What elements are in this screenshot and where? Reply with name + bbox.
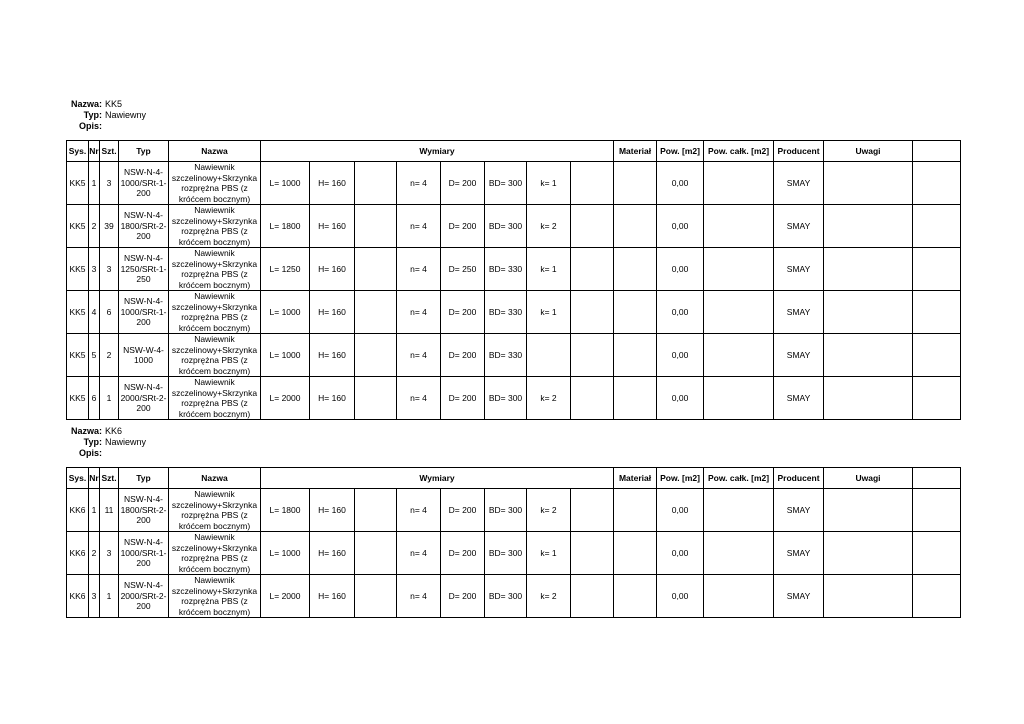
header-producer: Producent xyxy=(774,468,824,489)
cell-nr: 4 xyxy=(89,291,100,334)
desc-label: Opis: xyxy=(78,448,102,458)
header-empty xyxy=(913,468,961,489)
cell-name: Nawiewnik szczelinowy+Skrzynka rozprężna PBS (z króćcem bocznym) xyxy=(169,575,261,618)
cell-name: Nawiewnik szczelinowy+Skrzynka rozprężna PBS (z króćcem bocznym) xyxy=(169,377,261,420)
cell-dim-n: n= 4 xyxy=(397,532,441,575)
type-label: Typ: xyxy=(83,110,102,120)
cell-type: NSW-N-4-1800/SRt-2-200 xyxy=(119,489,169,532)
cell-sys: KK6 xyxy=(67,575,89,618)
table-row xyxy=(67,377,961,420)
cell-area: 0,00 xyxy=(657,248,704,291)
table-row xyxy=(67,248,961,291)
cell-dim-l: L= 1800 xyxy=(261,489,310,532)
cell-dim-empty xyxy=(355,248,397,291)
cell-area: 0,00 xyxy=(657,291,704,334)
header-dims: Wymiary xyxy=(261,468,614,489)
cell-dim-k: k= 1 xyxy=(527,532,571,575)
table-row xyxy=(67,489,961,532)
cell-type: NSW-N-4-1000/SRt-1-200 xyxy=(119,291,169,334)
cell-nr: 2 xyxy=(89,532,100,575)
cell-type: NSW-N-4-1800/SRt-2-200 xyxy=(119,205,169,248)
cell-area: 0,00 xyxy=(657,205,704,248)
cell-dim-empty xyxy=(571,205,614,248)
cell-dim-bd: BD= 300 xyxy=(485,205,527,248)
cell-dim-h: H= 160 xyxy=(310,334,355,377)
cell-dim-n: n= 4 xyxy=(397,489,441,532)
cell-dim-n: n= 4 xyxy=(397,334,441,377)
cell-dim-l: L= 1000 xyxy=(261,162,310,205)
section-name: KK6 xyxy=(105,426,123,436)
cell-dim-l: L= 1800 xyxy=(261,205,310,248)
cell-dim-l: L= 1000 xyxy=(261,334,310,377)
cell-dim-empty xyxy=(571,248,614,291)
cell-dim-empty xyxy=(571,334,614,377)
cell-nr: 6 xyxy=(89,377,100,420)
cell-notes xyxy=(824,334,913,377)
cell-notes xyxy=(824,377,913,420)
cell-notes xyxy=(824,489,913,532)
cell-name: Nawiewnik szczelinowy+Skrzynka rozprężna PBS (z króćcem bocznym) xyxy=(169,205,261,248)
cell-producer: SMAY xyxy=(774,248,824,291)
cell-empty xyxy=(913,248,961,291)
cell-qty: 3 xyxy=(100,248,119,291)
cell-dim-bd: BD= 300 xyxy=(485,575,527,618)
table-header-row xyxy=(67,141,961,162)
cell-dim-h: H= 160 xyxy=(310,205,355,248)
cell-dim-k: k= 1 xyxy=(527,291,571,334)
cell-total-area xyxy=(704,377,774,420)
section-meta-kk6 xyxy=(58,426,146,459)
cell-total-area xyxy=(704,575,774,618)
cell-dim-d: D= 200 xyxy=(441,532,485,575)
cell-dim-empty xyxy=(355,291,397,334)
header-nr: Nr xyxy=(89,468,100,489)
cell-dim-l: L= 2000 xyxy=(261,377,310,420)
cell-dim-h: H= 160 xyxy=(310,575,355,618)
cell-dim-h: H= 160 xyxy=(310,532,355,575)
cell-dim-k: k= 2 xyxy=(527,575,571,618)
cell-dim-empty xyxy=(571,162,614,205)
cell-producer: SMAY xyxy=(774,205,824,248)
cell-dim-h: H= 160 xyxy=(310,377,355,420)
cell-producer: SMAY xyxy=(774,532,824,575)
table-body-kk5 xyxy=(67,141,961,420)
cell-dim-l: L= 1000 xyxy=(261,291,310,334)
section-type: Nawiewny xyxy=(105,437,147,447)
header-area: Pow. [m2] xyxy=(657,141,704,162)
cell-dim-l: L= 1250 xyxy=(261,248,310,291)
cell-nr: 1 xyxy=(89,162,100,205)
cell-dim-empty xyxy=(571,575,614,618)
cell-dim-bd: BD= 330 xyxy=(485,334,527,377)
cell-total-area xyxy=(704,162,774,205)
table-row xyxy=(67,334,961,377)
cell-material xyxy=(614,248,657,291)
cell-dim-d: D= 200 xyxy=(441,162,485,205)
cell-name: Nawiewnik szczelinowy+Skrzynka rozprężna PBS (z króćcem bocznym) xyxy=(169,334,261,377)
cell-producer: SMAY xyxy=(774,334,824,377)
cell-dim-d: D= 200 xyxy=(441,291,485,334)
cell-notes xyxy=(824,532,913,575)
cell-sys: KK5 xyxy=(67,162,89,205)
cell-dim-empty xyxy=(355,532,397,575)
cell-dim-d: D= 200 xyxy=(441,334,485,377)
cell-type: NSW-N-4-2000/SRt-2-200 xyxy=(119,575,169,618)
table-body-kk6 xyxy=(67,468,961,618)
cell-dim-empty xyxy=(355,334,397,377)
section-type: Nawiewny xyxy=(105,110,147,120)
cell-dim-n: n= 4 xyxy=(397,162,441,205)
table-row xyxy=(67,291,961,334)
cell-type: NSW-N-4-1000/SRt-1-200 xyxy=(119,532,169,575)
spec-table-kk5 xyxy=(66,140,961,420)
header-area: Pow. [m2] xyxy=(657,468,704,489)
header-material: Materiał xyxy=(614,141,657,162)
cell-empty xyxy=(913,532,961,575)
cell-area: 0,00 xyxy=(657,575,704,618)
table-header-row xyxy=(67,468,961,489)
cell-material xyxy=(614,532,657,575)
header-name: Nazwa xyxy=(169,141,261,162)
cell-dim-bd: BD= 300 xyxy=(485,162,527,205)
cell-nr: 3 xyxy=(89,248,100,291)
cell-name: Nawiewnik szczelinowy+Skrzynka rozprężna PBS (z króćcem bocznym) xyxy=(169,162,261,205)
section-meta-kk5 xyxy=(58,99,146,132)
cell-sys: KK6 xyxy=(67,532,89,575)
header-qty: Szt. xyxy=(100,468,119,489)
cell-name: Nawiewnik szczelinowy+Skrzynka rozprężna PBS (z króćcem bocznym) xyxy=(169,291,261,334)
cell-sys: KK5 xyxy=(67,377,89,420)
cell-area: 0,00 xyxy=(657,532,704,575)
cell-total-area xyxy=(704,334,774,377)
header-notes: Uwagi xyxy=(824,141,913,162)
cell-dim-d: D= 200 xyxy=(441,377,485,420)
spec-table-kk6 xyxy=(66,467,961,618)
cell-qty: 1 xyxy=(100,377,119,420)
cell-material xyxy=(614,489,657,532)
cell-dim-h: H= 160 xyxy=(310,489,355,532)
cell-total-area xyxy=(704,205,774,248)
cell-total-area xyxy=(704,489,774,532)
cell-dim-bd: BD= 300 xyxy=(485,377,527,420)
cell-empty xyxy=(913,489,961,532)
header-material: Materiał xyxy=(614,468,657,489)
cell-empty xyxy=(913,334,961,377)
cell-total-area xyxy=(704,248,774,291)
cell-dim-n: n= 4 xyxy=(397,377,441,420)
cell-material xyxy=(614,162,657,205)
cell-dim-empty xyxy=(571,291,614,334)
cell-dim-empty xyxy=(355,377,397,420)
cell-dim-k: k= 1 xyxy=(527,162,571,205)
cell-type: NSW-W-4-1000 xyxy=(119,334,169,377)
cell-sys: KK5 xyxy=(67,291,89,334)
cell-qty: 3 xyxy=(100,532,119,575)
cell-empty xyxy=(913,162,961,205)
cell-notes xyxy=(824,205,913,248)
cell-dim-bd: BD= 330 xyxy=(485,248,527,291)
header-total-area: Pow. całk. [m2] xyxy=(704,468,774,489)
cell-dim-d: D= 200 xyxy=(441,205,485,248)
cell-sys: KK5 xyxy=(67,334,89,377)
cell-dim-empty xyxy=(355,205,397,248)
cell-material xyxy=(614,291,657,334)
cell-type: NSW-N-4-1000/SRt-1-200 xyxy=(119,162,169,205)
cell-dim-d: D= 200 xyxy=(441,489,485,532)
header-sys: Sys. xyxy=(67,468,89,489)
name-label: Nazwa: xyxy=(70,426,102,436)
cell-dim-n: n= 4 xyxy=(397,291,441,334)
cell-area: 0,00 xyxy=(657,334,704,377)
cell-notes xyxy=(824,162,913,205)
cell-name: Nawiewnik szczelinowy+Skrzynka rozprężna PBS (z króćcem bocznym) xyxy=(169,532,261,575)
cell-dim-bd: BD= 300 xyxy=(485,532,527,575)
table-row xyxy=(67,205,961,248)
cell-dim-empty xyxy=(571,489,614,532)
cell-empty xyxy=(913,377,961,420)
header-total-area: Pow. całk. [m2] xyxy=(704,141,774,162)
cell-dim-n: n= 4 xyxy=(397,205,441,248)
cell-qty: 39 xyxy=(100,205,119,248)
table-row xyxy=(67,575,961,618)
cell-sys: KK6 xyxy=(67,489,89,532)
cell-dim-l: L= 2000 xyxy=(261,575,310,618)
cell-dim-n: n= 4 xyxy=(397,575,441,618)
cell-dim-empty xyxy=(355,162,397,205)
cell-material xyxy=(614,334,657,377)
desc-label: Opis: xyxy=(78,121,102,131)
cell-notes xyxy=(824,291,913,334)
header-qty: Szt. xyxy=(100,141,119,162)
cell-area: 0,00 xyxy=(657,162,704,205)
cell-producer: SMAY xyxy=(774,377,824,420)
cell-name: Nawiewnik szczelinowy+Skrzynka rozprężna PBS (z króćcem bocznym) xyxy=(169,489,261,532)
cell-empty xyxy=(913,575,961,618)
cell-material xyxy=(614,575,657,618)
cell-dim-k: k= 1 xyxy=(527,248,571,291)
cell-dim-k: k= 2 xyxy=(527,205,571,248)
header-sys: Sys. xyxy=(67,141,89,162)
cell-producer: SMAY xyxy=(774,291,824,334)
section-name: KK5 xyxy=(105,99,123,109)
cell-material xyxy=(614,377,657,420)
cell-dim-bd: BD= 330 xyxy=(485,291,527,334)
header-type: Typ xyxy=(119,141,169,162)
cell-notes xyxy=(824,575,913,618)
cell-total-area xyxy=(704,532,774,575)
header-name: Nazwa xyxy=(169,468,261,489)
cell-qty: 6 xyxy=(100,291,119,334)
cell-dim-k xyxy=(527,334,571,377)
cell-sys: KK5 xyxy=(67,248,89,291)
cell-nr: 3 xyxy=(89,575,100,618)
cell-dim-d: D= 200 xyxy=(441,575,485,618)
cell-qty: 1 xyxy=(100,575,119,618)
cell-type: NSW-N-4-2000/SRt-2-200 xyxy=(119,377,169,420)
cell-empty xyxy=(913,205,961,248)
cell-name: Nawiewnik szczelinowy+Skrzynka rozprężna PBS (z króćcem bocznym) xyxy=(169,248,261,291)
cell-area: 0,00 xyxy=(657,377,704,420)
cell-nr: 5 xyxy=(89,334,100,377)
cell-dim-n: n= 4 xyxy=(397,248,441,291)
cell-dim-bd: BD= 300 xyxy=(485,489,527,532)
cell-total-area xyxy=(704,291,774,334)
cell-dim-empty xyxy=(571,377,614,420)
name-label: Nazwa: xyxy=(70,99,102,109)
cell-qty: 2 xyxy=(100,334,119,377)
cell-nr: 2 xyxy=(89,205,100,248)
cell-qty: 11 xyxy=(100,489,119,532)
cell-dim-l: L= 1000 xyxy=(261,532,310,575)
header-type: Typ xyxy=(119,468,169,489)
cell-producer: SMAY xyxy=(774,162,824,205)
cell-sys: KK5 xyxy=(67,205,89,248)
cell-dim-empty xyxy=(355,489,397,532)
cell-material xyxy=(614,205,657,248)
cell-dim-empty xyxy=(355,575,397,618)
header-producer: Producent xyxy=(774,141,824,162)
cell-dim-k: k= 2 xyxy=(527,377,571,420)
cell-empty xyxy=(913,291,961,334)
cell-dim-empty xyxy=(571,532,614,575)
cell-area: 0,00 xyxy=(657,489,704,532)
cell-dim-h: H= 160 xyxy=(310,291,355,334)
cell-type: NSW-N-4-1250/SRt-1-250 xyxy=(119,248,169,291)
header-dims: Wymiary xyxy=(261,141,614,162)
type-label: Typ: xyxy=(83,437,102,447)
cell-dim-k: k= 2 xyxy=(527,489,571,532)
cell-qty: 3 xyxy=(100,162,119,205)
header-empty xyxy=(913,141,961,162)
table-row xyxy=(67,162,961,205)
cell-nr: 1 xyxy=(89,489,100,532)
header-notes: Uwagi xyxy=(824,468,913,489)
cell-dim-d: D= 250 xyxy=(441,248,485,291)
cell-notes xyxy=(824,248,913,291)
cell-dim-h: H= 160 xyxy=(310,248,355,291)
table-row xyxy=(67,532,961,575)
cell-dim-h: H= 160 xyxy=(310,162,355,205)
cell-producer: SMAY xyxy=(774,489,824,532)
cell-producer: SMAY xyxy=(774,575,824,618)
header-nr: Nr xyxy=(89,141,100,162)
